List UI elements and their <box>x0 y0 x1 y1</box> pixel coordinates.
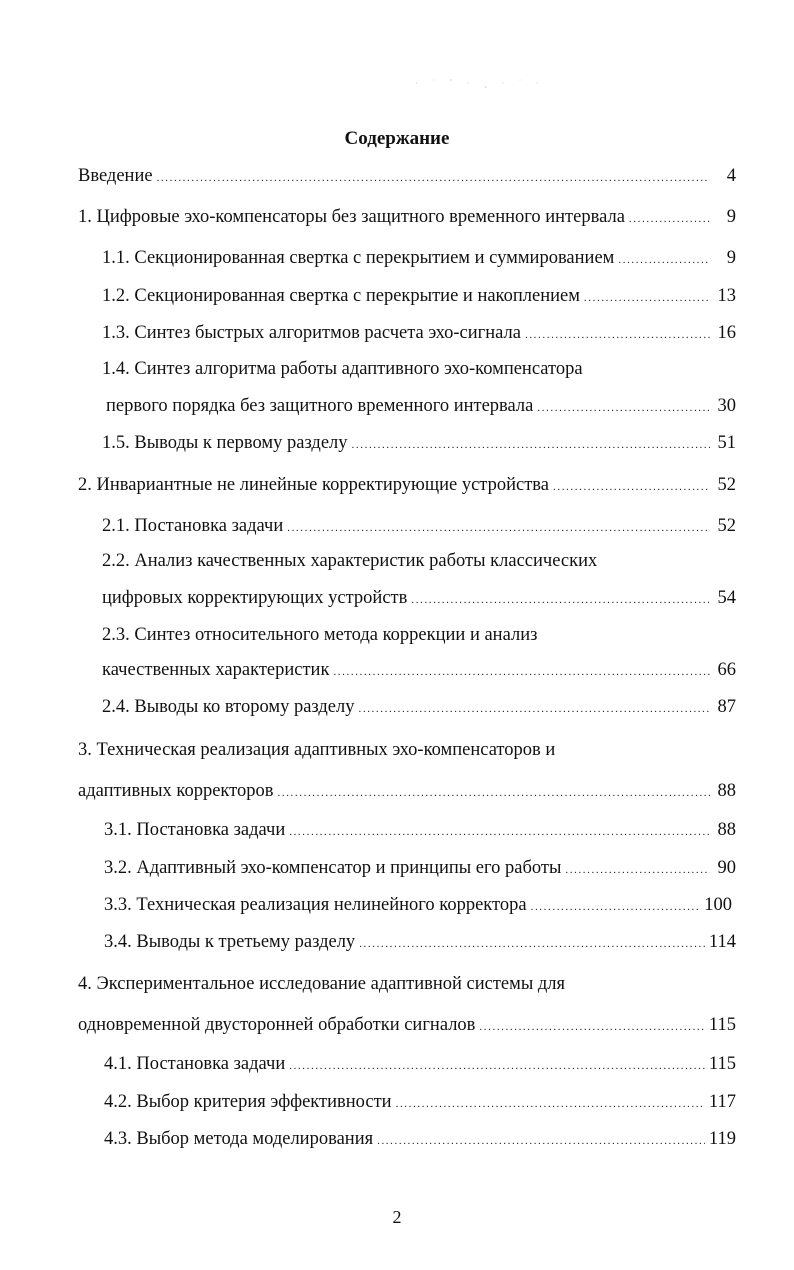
toc-entry-page: 13 <box>717 286 736 306</box>
toc-entry-page: 88 <box>717 781 736 801</box>
toc-entry-text: 1.4. Синтез алгоритма работы адаптивного эхо-компенсатора <box>102 359 583 379</box>
toc-entry-text: адаптивных корректоров <box>78 781 274 801</box>
toc-entry <box>102 512 736 540</box>
toc-leader-dots <box>525 321 710 349</box>
toc-entry-text: 1.2. Секционированная свертка с перекрытие и накоплением <box>102 286 580 306</box>
toc-leader-dots <box>377 1127 705 1155</box>
toc-entry <box>104 1088 736 1116</box>
toc-leader-dots <box>287 514 710 542</box>
toc-leader-dots <box>289 1052 705 1080</box>
toc-entry <box>102 584 736 612</box>
toc-leader-dots <box>565 856 710 884</box>
toc-leader-dots <box>531 893 701 921</box>
toc-entry-text: 4.2. Выбор критерия эффективности <box>104 1092 392 1112</box>
toc-entry <box>102 319 736 347</box>
toc-leader-dots <box>289 818 710 846</box>
toc-entry <box>104 891 732 919</box>
toc-entry <box>78 203 736 231</box>
toc-entry-text: 1.3. Синтез быстрых алгоритмов расчета эхо-сигнала <box>102 323 521 343</box>
toc-entry-page: 52 <box>717 516 736 536</box>
toc-entry-text: 3.3. Техническая реализация нелинейного корректора <box>104 895 527 915</box>
toc-entry-page: 114 <box>708 932 736 952</box>
toc-entry-text: 2.1. Постановка задачи <box>102 516 284 536</box>
toc-entry <box>78 1011 736 1039</box>
toc-entry <box>102 282 736 310</box>
scan-artifact: · ˙ ˚ · ¸ · ˙ · <box>415 78 545 88</box>
toc-entry-text: 2.4. Выводы ко второму разделу <box>102 697 355 717</box>
page-number: 2 <box>392 1207 402 1227</box>
toc-entry <box>102 621 736 649</box>
toc-entry-text: 3.4. Выводы к третьему разделу <box>104 932 356 952</box>
toc-leader-dots <box>278 779 711 807</box>
toc-leader-dots <box>157 164 710 192</box>
toc-entry-page: 119 <box>708 1129 736 1149</box>
toc-entry-text: цифровых корректирующих устройств <box>102 588 408 608</box>
toc-entry-text: 4.1. Постановка задачи <box>104 1054 286 1074</box>
toc-leader-dots <box>584 284 710 312</box>
toc-leader-dots <box>396 1090 705 1118</box>
toc-entry <box>78 162 736 190</box>
toc-entry <box>78 777 736 805</box>
toc-entry <box>78 736 736 764</box>
toc-entry <box>102 693 736 721</box>
toc-leader-dots <box>411 586 710 614</box>
toc-entry <box>104 854 736 882</box>
toc-entry-page: 52 <box>717 475 736 495</box>
toc-entry-text: 2. Инвариантные не линейные корректирующие устройства <box>78 475 549 495</box>
toc-leader-dots <box>537 394 710 422</box>
toc-leader-dots <box>618 246 710 274</box>
toc-leader-dots <box>359 930 705 958</box>
toc-entry <box>104 928 736 956</box>
toc-entry-page: 9 <box>726 207 736 227</box>
toc-entry-text: Введение <box>78 166 153 186</box>
toc-entry-page: 100 <box>704 895 732 915</box>
toc-entry-page: 87 <box>717 697 736 717</box>
toc-leader-dots <box>352 431 710 459</box>
toc-entry-page: 54 <box>717 588 736 608</box>
toc-entry-text: 2.3. Синтез относительного метода коррекции и анализ <box>102 625 538 645</box>
toc-entry <box>104 1125 736 1153</box>
toc-entry <box>102 547 736 575</box>
toc-entry-text: качественных характеристик <box>102 660 330 680</box>
toc-entry <box>106 392 736 420</box>
toc-leader-dots <box>359 695 711 723</box>
toc-entry-page: 51 <box>717 433 736 453</box>
toc-entry-page: 115 <box>708 1054 736 1074</box>
toc-entry <box>104 816 736 844</box>
toc-entry-text: 3.2. Адаптивный эхо-компенсатор и принципы его работы <box>104 858 562 878</box>
toc-entry-page: 66 <box>717 660 736 680</box>
toc-entry <box>102 355 736 383</box>
toc-entry-text: 4.3. Выбор метода моделирования <box>104 1129 374 1149</box>
page-title: Содержание <box>344 128 450 149</box>
toc-entry <box>104 1050 736 1078</box>
toc-entry-page: 117 <box>708 1092 736 1112</box>
toc-entry <box>78 471 736 499</box>
toc-leader-dots <box>333 658 710 686</box>
toc-entry-page: 30 <box>717 396 736 416</box>
toc-entry-text: 4. Экспериментальное исследование адаптивной системы для <box>78 974 566 994</box>
toc-entry-page: 16 <box>717 323 736 343</box>
toc-entry-page: 90 <box>717 858 736 878</box>
toc-entry-page: 88 <box>717 820 736 840</box>
toc-leader-dots <box>629 205 710 233</box>
toc-entry-page: 4 <box>726 166 736 186</box>
toc-entry <box>78 970 736 998</box>
toc-entry-text: одновременной двусторонней обработки сигналов <box>78 1015 476 1035</box>
toc-entry <box>102 244 736 272</box>
toc-leader-dots <box>479 1013 705 1041</box>
toc-entry <box>102 429 736 457</box>
toc-entry-text: 1.5. Выводы к первому разделу <box>102 433 348 453</box>
toc-entry-text: 2.2. Анализ качественных характеристик работы классических <box>102 551 598 571</box>
toc-entry-page: 115 <box>708 1015 736 1035</box>
toc-entry-text: первого порядка без защитного временного интервала <box>106 396 534 416</box>
toc-entry <box>102 656 736 684</box>
toc-entry-page: 9 <box>726 248 736 268</box>
toc-entry-text: 1.1. Секционированная свертка с перекрытием и суммированием <box>102 248 615 268</box>
toc-entry-text: 3.1. Постановка задачи <box>104 820 286 840</box>
toc-leader-dots <box>553 473 710 501</box>
toc-entry-text: 1. Цифровые эхо-компенсаторы без защитного временного интервала <box>78 207 625 227</box>
toc-entry-text: 3. Техническая реализация адаптивных эхо-компенсаторов и <box>78 740 556 760</box>
